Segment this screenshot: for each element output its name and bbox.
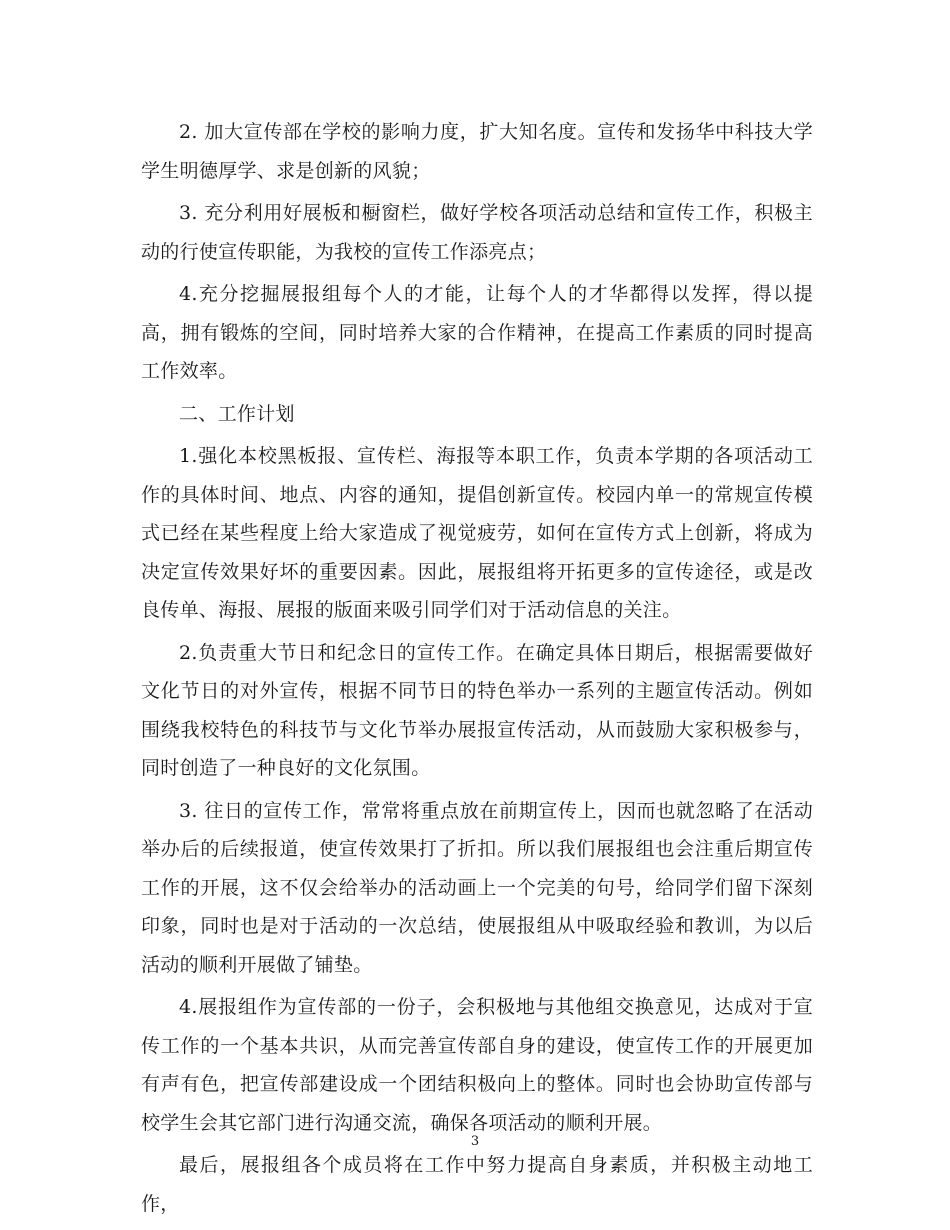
section-heading-work-plan: 二、工作计划 <box>179 402 295 425</box>
page-number: 3 <box>470 1134 480 1149</box>
paragraph-goal-2: 2. 加大宣传部在学校的影响力度，扩大知名度。宣传和发扬华中科技大学学生明德厚学、求是创新的风貌； <box>141 121 813 182</box>
paragraph-plan-2: 2.负责重大节日和纪念日的宣传工作。在确定具体日期后，根据需要做好文化节日的对外宣传，根据不同节日的特色举办一系列的主题宣传活动。例如围绕我校特色的科技节与文化节举办展报宣传活动，从而鼓励大家积极参与，同时创造了一种良好的文化氛围。 <box>141 641 813 779</box>
paragraph-plan-4: 4.展报组作为宣传部的一份子，会积极地与其他组交换意见，达成对于宣传工作的一个基本共识，从而完善宣传部自身的建设，使宣传工作的开展更加有声有色，把宣传部建设成一个团结积极向上的整体。同时也会协助宣传部与校学生会其它部门进行沟通交流，确保各项活动的顺利开展。 <box>141 996 813 1134</box>
paragraph-closing: 最后，展报组各个成员将在工作中努力提高自身素质，并积极主动地工作， <box>141 1154 813 1215</box>
document-body <box>141 113 813 1227</box>
paragraph-goal-4: 4.充分挖掘展报组每个人的才能，让每个人的才华都得以发挥，得以提高，拥有锻炼的空间，同时培养大家的合作精神，在提高工作素质的同时提高工作效率。 <box>141 283 813 382</box>
paragraph-goal-3: 3. 充分利用好展板和橱窗栏，做好学校各项活动总结和宣传工作，积极主动的行使宣传职能，为我校的宣传工作添亮点； <box>141 202 813 263</box>
paragraph-plan-3: 3. 往日的宣传工作，常常将重点放在前期宣传上，因而也就忽略了在活动举办后的后续报道，使宣传效果打了折扣。所以我们展报组也会注重后期宣传工作的开展，这不仅会给举办的活动画上一个完美的句号，给同学们留下深刻印象，同时也是对于活动的一次总结，使展报组从中吸取经验和教训，为以后活动的顺利开展做了铺垫。 <box>141 799 813 976</box>
paragraph-plan-1: 1.强化本校黑板报、宣传栏、海报等本职工作，负责本学期的各项活动工作的具体时间、地点、内容的通知，提倡创新宣传。校园内单一的常规宣传模式已经在某些程度上给大家造成了视觉疲劳，如何在宣传方式上创新，将成为决定宣传效果好坏的重要因素。因此，展报组将开拓更多的宣传途径，或是改良传单、海报、展报的版面来吸引同学们对于活动信息的关注。 <box>141 445 813 621</box>
